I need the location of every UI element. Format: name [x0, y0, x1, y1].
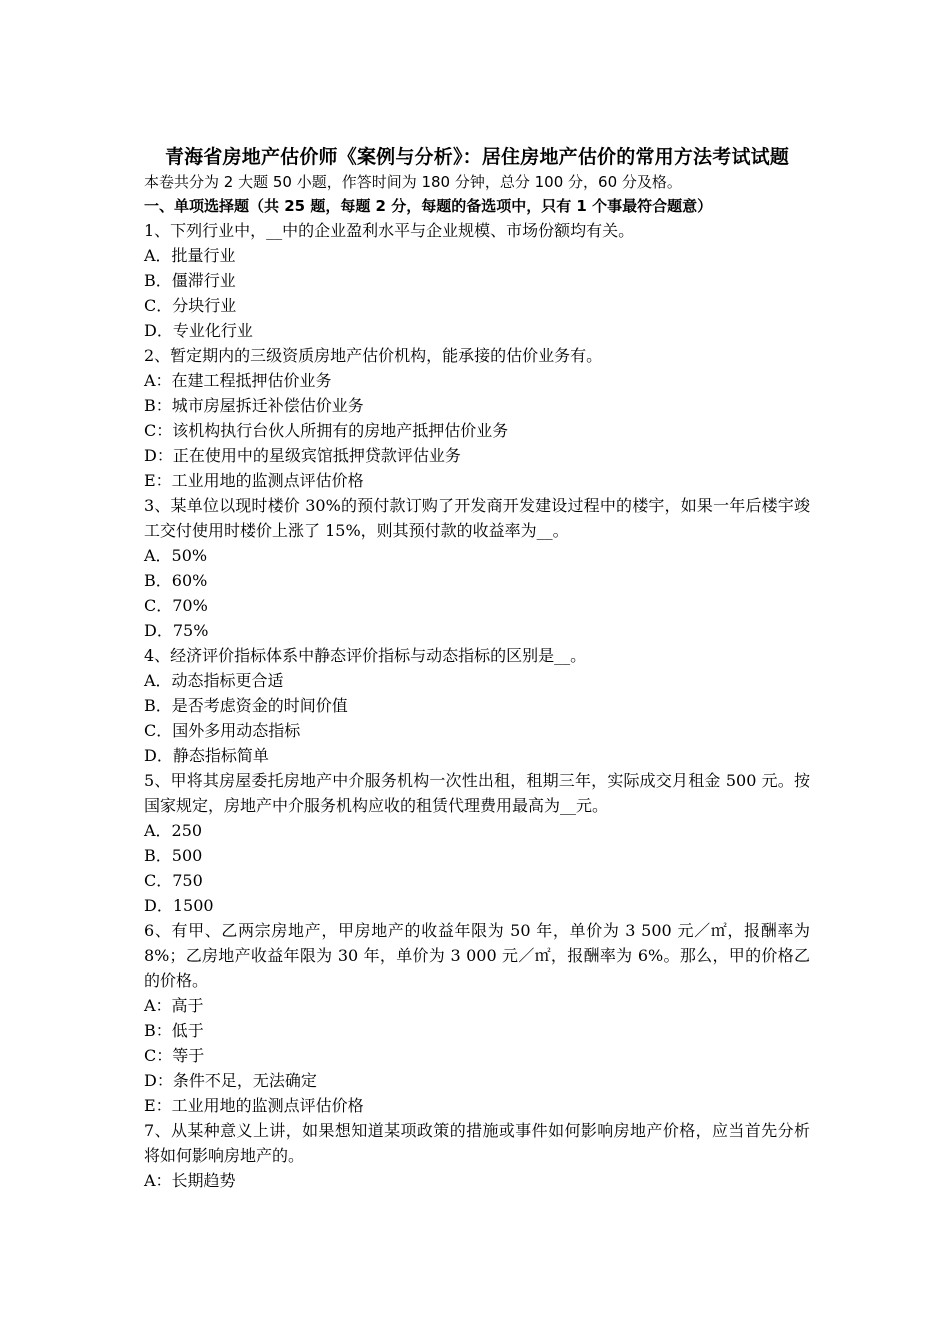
question-stem: 3、某单位以现时楼价 30%的预付款订购了开发商开发建设过程中的楼宇，如果一年后楼宇竣工交付使用时楼价上涨了 15%，则其预付款的收益率为__。	[144, 496, 810, 540]
answer-option: B．僵滞行业	[144, 271, 236, 290]
exam-intro: 本卷共分为 2 大题 50 小题，作答时间为 180 分钟，总分 100 分，60 分及格。	[144, 173, 682, 191]
answer-option: E：工业用地的监测点评估价格	[144, 471, 364, 490]
document-title: 青海省房地产估价师《案例与分析》：居住房地产估价的常用方法考试试题	[164, 146, 790, 168]
question-item	[144, 218, 810, 343]
answer-option: D．静态指标简单	[144, 746, 269, 765]
answer-option: A：长期趋势	[144, 1171, 236, 1190]
answer-option: C．分块行业	[144, 296, 237, 315]
answer-option: C：等于	[144, 1046, 205, 1065]
section-heading: 一、单项选择题（共 25 题，每题 2 分，每题的备选项中，只有 1 个事最符合题意）	[144, 197, 713, 215]
answer-option: B．是否考虑资金的时间价值	[144, 696, 348, 715]
question-stem: 1、下列行业中，__中的企业盈利水平与企业规模、市场份额均有关。	[144, 221, 635, 240]
question-item	[144, 493, 810, 643]
answer-option: D：条件不足，无法确定	[144, 1071, 317, 1090]
answer-option: E：工业用地的监测点评估价格	[144, 1096, 364, 1115]
question-stem: 5、甲将其房屋委托房地产中介服务机构一次性出租，租期三年，实际成交月租金 500 元。按国家规定，房地产中介服务机构应收的租赁代理费用最高为__元。	[144, 771, 810, 815]
answer-option: D．75%	[144, 621, 209, 640]
answer-option: A：在建工程抵押估价业务	[144, 371, 332, 390]
document-body	[144, 144, 810, 1193]
question-stem: 7、从某种意义上讲，如果想知道某项政策的措施或事件如何影响房地产价格，应当首先分析将如何影响房地产的。	[144, 1121, 810, 1165]
question-item	[144, 918, 810, 1118]
question-stem: 2、暂定期内的三级资质房地产估价机构，能承接的估价业务有。	[144, 346, 603, 365]
answer-option: D．专业化行业	[144, 321, 253, 340]
answer-option: B：城市房屋拆迁补偿估价业务	[144, 396, 364, 415]
answer-option: C．70%	[144, 596, 208, 615]
answer-option: D：正在使用中的星级宾馆抵押贷款评估业务	[144, 446, 461, 465]
answer-option: C．750	[144, 871, 203, 890]
answer-option: C：该机构执行台伙人所拥有的房地产抵押估价业务	[144, 421, 509, 440]
answer-option: A．50%	[144, 546, 208, 565]
answer-option: C．国外多用动态指标	[144, 721, 301, 740]
answer-option: B．500	[144, 846, 203, 865]
answer-option: D．1500	[144, 896, 214, 915]
question-item	[144, 643, 810, 768]
question-item	[144, 343, 810, 493]
answer-option: B：低于	[144, 1021, 204, 1040]
answer-option: B．60%	[144, 571, 208, 590]
question-item	[144, 1118, 810, 1193]
question-list	[144, 218, 810, 1193]
answer-option: A：高于	[144, 996, 204, 1015]
question-stem: 6、有甲、乙两宗房地产，甲房地产的收益年限为 50 年，单价为 3 500 元／㎡，报酬率为 8%；乙房地产收益年限为 30 年，单价为 3 000 元／㎡，报酬率为 6%。那么，甲的价格乙的价格。	[144, 921, 810, 990]
answer-option: A．动态指标更合适	[144, 671, 284, 690]
question-item	[144, 768, 810, 918]
answer-option: A．批量行业	[144, 246, 236, 265]
question-stem: 4、经济评价指标体系中静态评价指标与动态指标的区别是__。	[144, 646, 587, 665]
answer-option: A．250	[144, 821, 203, 840]
